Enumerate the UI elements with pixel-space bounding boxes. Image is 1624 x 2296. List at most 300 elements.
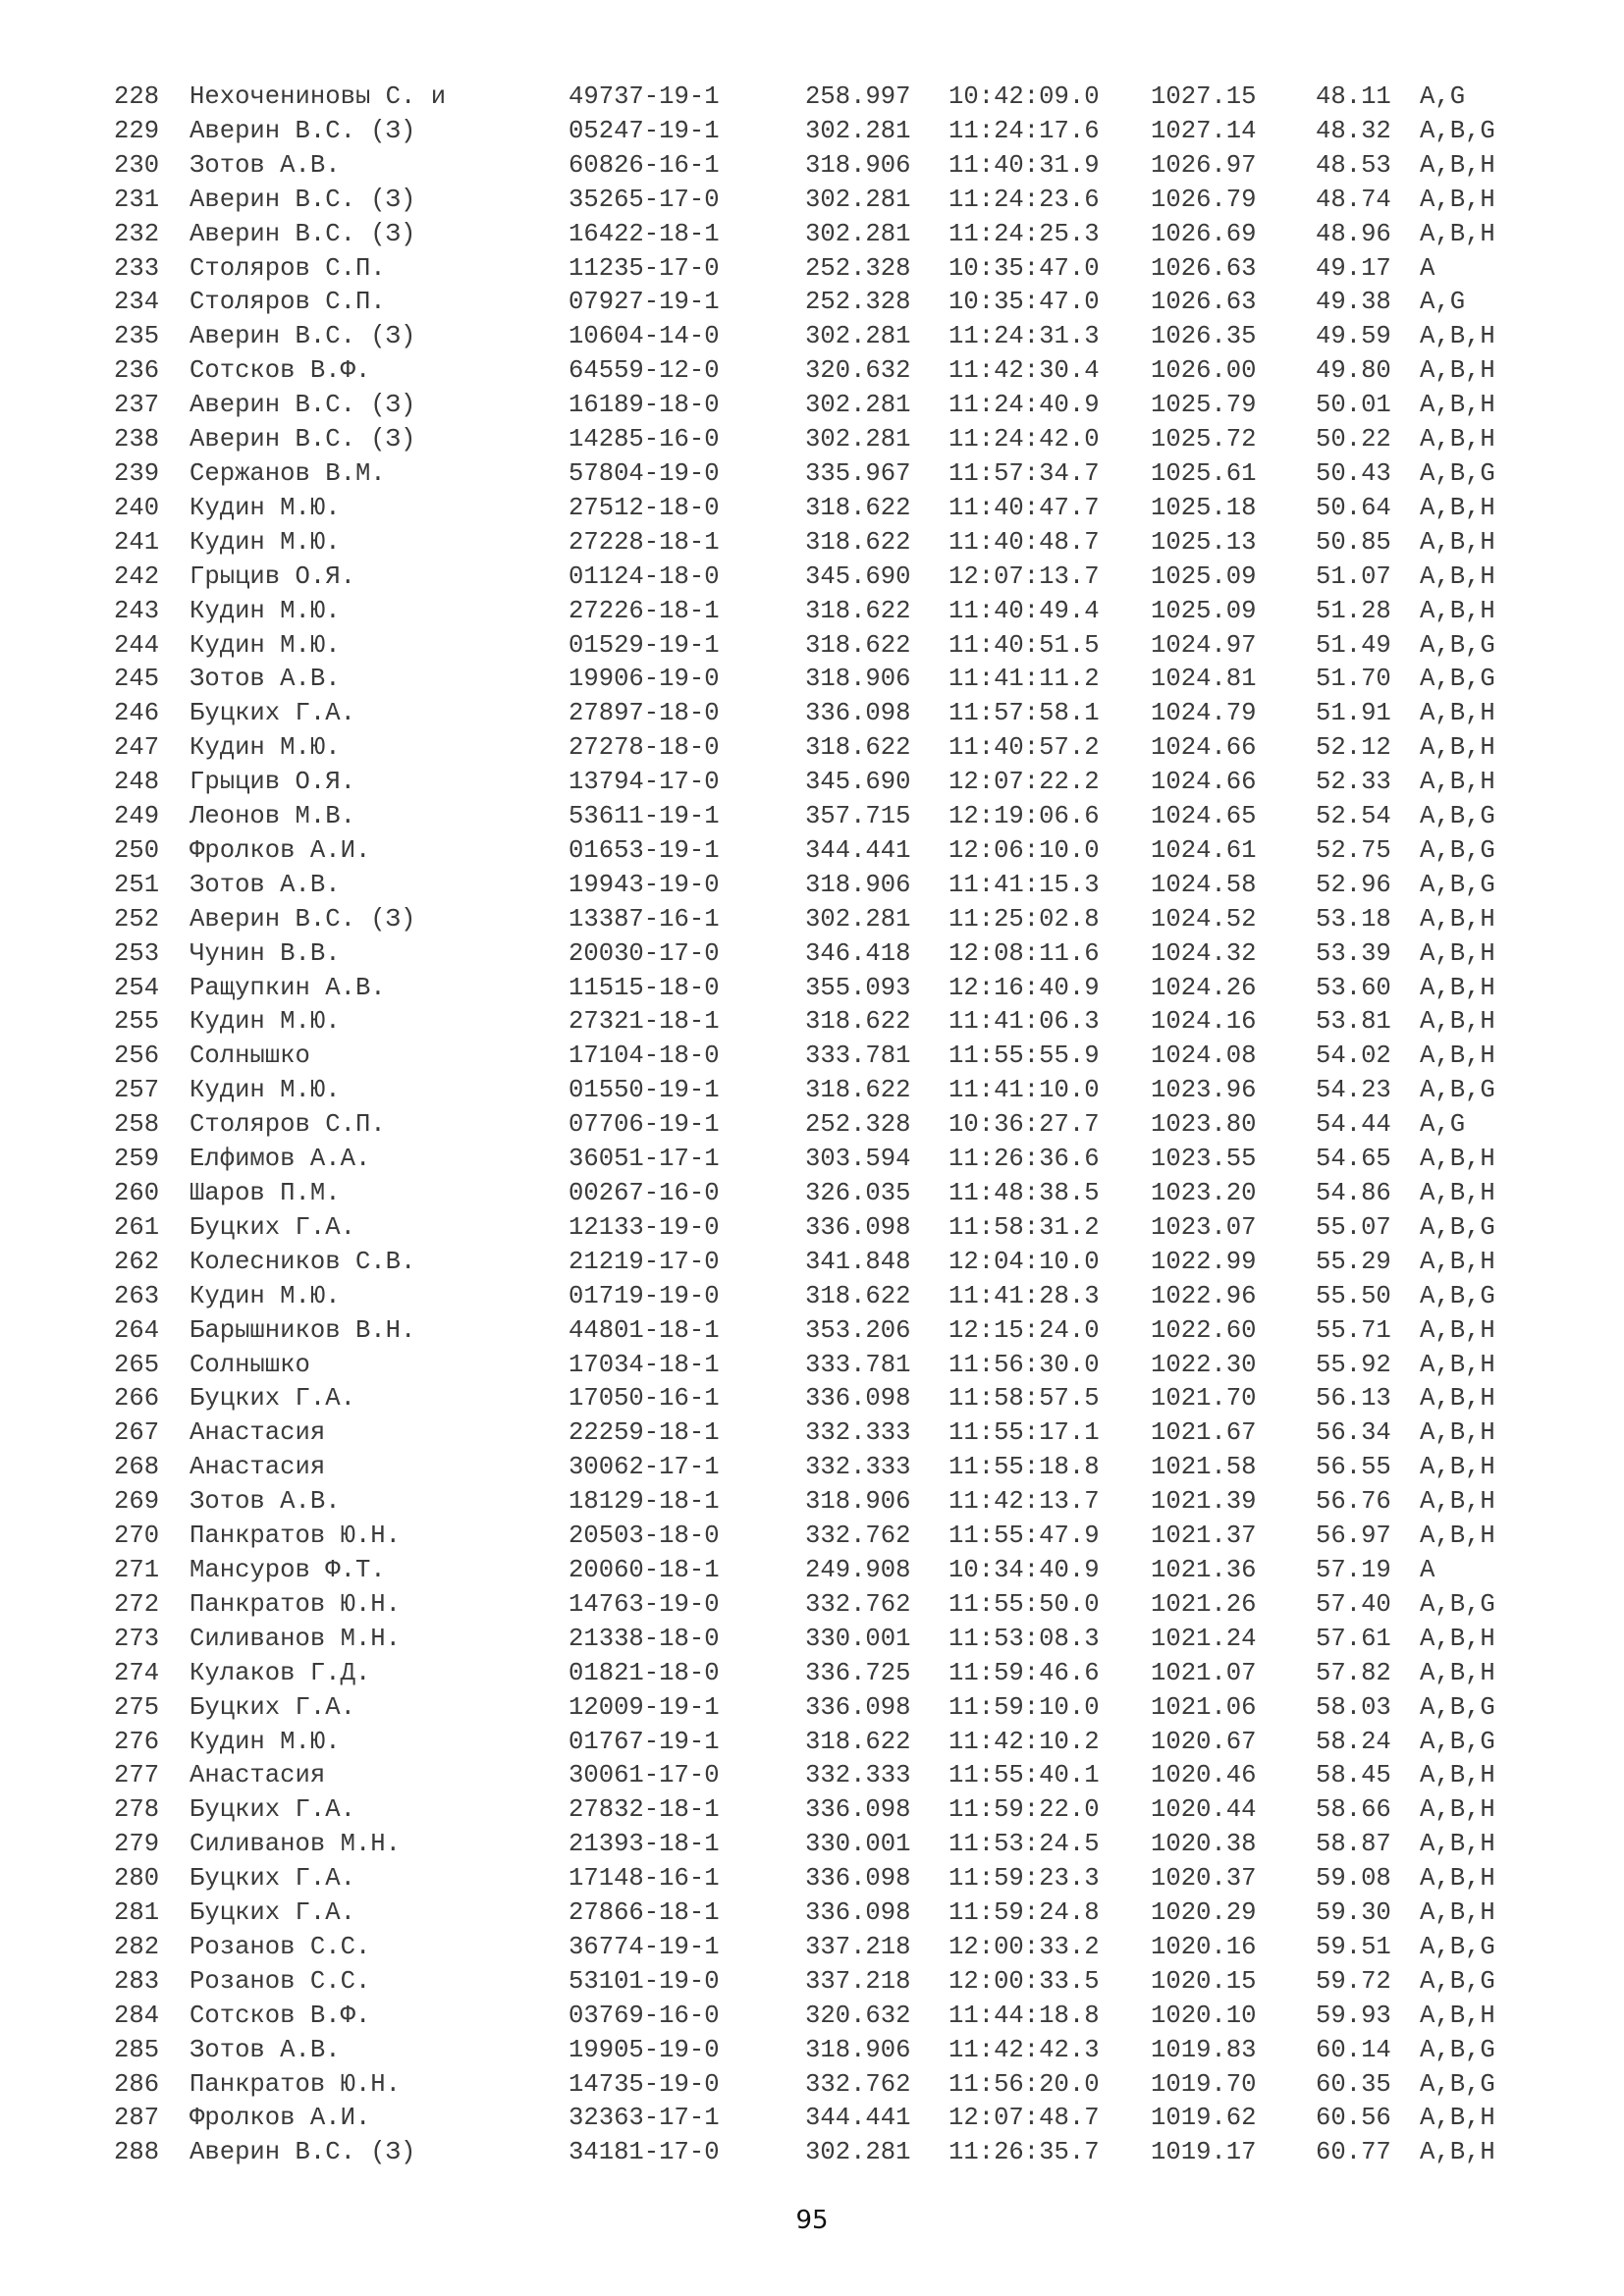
distance-value: 332.762 — [805, 1589, 911, 1619]
speed-value: 1025.09 — [1151, 561, 1257, 591]
speed-value: 1025.13 — [1151, 527, 1257, 557]
speed-value: 1020.15 — [1151, 1966, 1257, 1996]
points-value: 57.82 — [1316, 1658, 1391, 1687]
row-number: 276 — [114, 1727, 160, 1756]
participant-name: Барышников В.Н. — [189, 1315, 416, 1345]
row-number: 270 — [114, 1522, 160, 1551]
arrival-time: 11:25:02.8 — [948, 904, 1100, 934]
points-value: 53.39 — [1316, 938, 1391, 968]
row-number: 279 — [114, 1830, 160, 1859]
ring-number: 01767-19-1 — [568, 1727, 720, 1756]
categories-value: A,B,H — [1420, 1864, 1495, 1894]
participant-name: Фролков А.И. — [189, 835, 371, 865]
ring-number: 16189-18-0 — [568, 391, 720, 420]
ring-number: 14763-19-0 — [568, 1589, 720, 1619]
distance-value: 318.906 — [805, 870, 911, 899]
ring-number: 11235-17-0 — [568, 253, 720, 283]
distance-value: 333.781 — [805, 1350, 911, 1379]
participant-name: Розанов С.С. — [189, 1932, 371, 1961]
speed-value: 1026.63 — [1151, 288, 1257, 317]
speed-value: 1021.26 — [1151, 1589, 1257, 1619]
speed-value: 1023.80 — [1151, 1110, 1257, 1140]
categories-value: A,B,G — [1420, 2069, 1495, 2099]
distance-value: 332.333 — [805, 1453, 911, 1482]
row-number: 229 — [114, 116, 160, 145]
row-number: 252 — [114, 904, 160, 934]
categories-value: A,B,H — [1420, 1315, 1495, 1345]
participant-name: Кулаков Г.Д. — [189, 1658, 371, 1687]
arrival-time: 11:24:40.9 — [948, 391, 1100, 420]
speed-value: 1024.66 — [1151, 733, 1257, 763]
row-number: 282 — [114, 1932, 160, 1961]
row-number: 283 — [114, 1966, 160, 1996]
speed-value: 1022.99 — [1151, 1247, 1257, 1276]
row-number: 244 — [114, 630, 160, 660]
distance-value: 303.594 — [805, 1145, 911, 1174]
categories-value: A,B,H — [1420, 1795, 1495, 1825]
distance-value: 326.035 — [805, 1179, 911, 1207]
participant-name: Зотов А.В. — [189, 150, 341, 180]
participant-name: Солнышко — [189, 1041, 310, 1071]
ring-number: 22259-18-1 — [568, 1418, 720, 1448]
categories-value: A,B,H — [1420, 1522, 1495, 1551]
ring-number: 17034-18-1 — [568, 1350, 720, 1379]
participant-name: Столяров С.П. — [189, 253, 386, 283]
arrival-time: 11:59:46.6 — [948, 1658, 1100, 1687]
arrival-time: 11:24:31.3 — [948, 322, 1100, 351]
points-value: 51.70 — [1316, 665, 1391, 694]
ring-number: 07706-19-1 — [568, 1110, 720, 1140]
speed-value: 1025.18 — [1151, 493, 1257, 522]
participant-name: Буцких Г.А. — [189, 1692, 355, 1722]
categories-value: A — [1420, 253, 1435, 283]
speed-value: 1021.36 — [1151, 1555, 1257, 1584]
ring-number: 27512-18-0 — [568, 493, 720, 522]
distance-value: 318.622 — [805, 1076, 911, 1105]
ring-number: 20060-18-1 — [568, 1555, 720, 1584]
categories-value: A,B,H — [1420, 2104, 1495, 2133]
speed-value: 1023.07 — [1151, 1212, 1257, 1242]
arrival-time: 11:55:50.0 — [948, 1589, 1100, 1619]
distance-value: 252.328 — [805, 253, 911, 283]
points-value: 50.85 — [1316, 527, 1391, 557]
participant-name: Кудин М.Ю. — [189, 1727, 341, 1756]
participant-name: Буцких Г.А. — [189, 1212, 355, 1242]
participant-name: Нехочениновы С. и — [189, 82, 447, 111]
ring-number: 27321-18-1 — [568, 1007, 720, 1037]
speed-value: 1020.29 — [1151, 1898, 1257, 1928]
categories-value: A,B,H — [1420, 1247, 1495, 1276]
participant-name: Кудин М.Ю. — [189, 1281, 341, 1310]
points-value: 54.44 — [1316, 1110, 1391, 1140]
speed-value: 1020.10 — [1151, 2001, 1257, 2030]
arrival-time: 11:42:13.7 — [948, 1487, 1100, 1517]
distance-value: 344.441 — [805, 835, 911, 865]
participant-name: Буцких Г.А. — [189, 699, 355, 728]
points-value: 50.22 — [1316, 425, 1391, 454]
ring-number: 36774-19-1 — [568, 1932, 720, 1961]
row-number: 239 — [114, 458, 160, 488]
row-number: 281 — [114, 1898, 160, 1928]
ring-number: 27832-18-1 — [568, 1795, 720, 1825]
row-number: 240 — [114, 493, 160, 522]
ring-number: 35265-17-0 — [568, 185, 720, 214]
categories-value: A,B,H — [1420, 973, 1495, 1002]
speed-value: 1019.62 — [1151, 2104, 1257, 2133]
participant-name: Сотсков В.Ф. — [189, 2001, 371, 2030]
categories-value: A,B,H — [1420, 1761, 1495, 1790]
participant-name: Панкратов Ю.Н. — [189, 1522, 402, 1551]
arrival-time: 11:41:06.3 — [948, 1007, 1100, 1037]
participant-name: Кудин М.Ю. — [189, 1076, 341, 1105]
distance-value: 249.908 — [805, 1555, 911, 1584]
points-value: 48.96 — [1316, 219, 1391, 248]
arrival-time: 11:55:18.8 — [948, 1453, 1100, 1482]
row-number: 268 — [114, 1453, 160, 1482]
speed-value: 1026.79 — [1151, 185, 1257, 214]
participant-name: Зотов А.В. — [189, 2035, 341, 2064]
distance-value: 357.715 — [805, 802, 911, 831]
speed-value: 1024.32 — [1151, 938, 1257, 968]
points-value: 54.65 — [1316, 1145, 1391, 1174]
arrival-time: 11:24:23.6 — [948, 185, 1100, 214]
arrival-time: 11:40:51.5 — [948, 630, 1100, 660]
arrival-time: 11:48:38.5 — [948, 1179, 1100, 1207]
ring-number: 27226-18-1 — [568, 596, 720, 625]
ring-number: 64559-12-0 — [568, 356, 720, 386]
participant-name: Фролков А.И. — [189, 2104, 371, 2133]
speed-value: 1024.08 — [1151, 1041, 1257, 1071]
categories-value: A,B,H — [1420, 768, 1495, 797]
participant-name: Аверин В.С. (З) — [189, 116, 416, 145]
categories-value: A,B,H — [1420, 1007, 1495, 1037]
participant-name: Анастасия — [189, 1418, 326, 1448]
speed-value: 1026.35 — [1151, 322, 1257, 351]
speed-value: 1025.72 — [1151, 425, 1257, 454]
distance-value: 332.333 — [805, 1418, 911, 1448]
ring-number: 27228-18-1 — [568, 527, 720, 557]
row-number: 238 — [114, 425, 160, 454]
speed-value: 1024.58 — [1151, 870, 1257, 899]
row-number: 266 — [114, 1384, 160, 1414]
distance-value: 302.281 — [805, 219, 911, 248]
participant-name: Аверин В.С. (З) — [189, 185, 416, 214]
row-number: 287 — [114, 2104, 160, 2133]
row-number: 245 — [114, 665, 160, 694]
participant-name: Аверин В.С. (З) — [189, 219, 416, 248]
participant-name: Солнышко — [189, 1350, 310, 1379]
points-value: 50.43 — [1316, 458, 1391, 488]
row-number: 269 — [114, 1487, 160, 1517]
categories-value: A,B,G — [1420, 1281, 1495, 1310]
points-value: 54.02 — [1316, 1041, 1391, 1071]
participant-name: Кудин М.Ю. — [189, 733, 341, 763]
ring-number: 20503-18-0 — [568, 1522, 720, 1551]
arrival-time: 11:24:42.0 — [948, 425, 1100, 454]
points-value: 53.81 — [1316, 1007, 1391, 1037]
categories-value: A,B,H — [1420, 150, 1495, 180]
arrival-time: 11:57:34.7 — [948, 458, 1100, 488]
speed-value: 1021.37 — [1151, 1522, 1257, 1551]
categories-value: A,B,H — [1420, 425, 1495, 454]
arrival-time: 10:35:47.0 — [948, 288, 1100, 317]
participant-name: Кудин М.Ю. — [189, 493, 341, 522]
participant-name: Столяров С.П. — [189, 1110, 386, 1140]
categories-value: A,B,H — [1420, 1624, 1495, 1653]
categories-value: A,B,G — [1420, 630, 1495, 660]
row-number: 234 — [114, 288, 160, 317]
row-number: 257 — [114, 1076, 160, 1105]
categories-value: A,G — [1420, 82, 1466, 111]
distance-value: 318.906 — [805, 150, 911, 180]
ring-number: 01124-18-0 — [568, 561, 720, 591]
ring-number: 17050-16-1 — [568, 1384, 720, 1414]
ring-number: 01821-18-0 — [568, 1658, 720, 1687]
categories-value: A,B,G — [1420, 1076, 1495, 1105]
ring-number: 53101-19-0 — [568, 1966, 720, 1996]
distance-value: 344.441 — [805, 2104, 911, 2133]
participant-name: Столяров С.П. — [189, 288, 386, 317]
categories-value: A,B,H — [1420, 733, 1495, 763]
speed-value: 1026.69 — [1151, 219, 1257, 248]
points-value: 51.07 — [1316, 561, 1391, 591]
ring-number: 27278-18-0 — [568, 733, 720, 763]
ring-number: 16422-18-1 — [568, 219, 720, 248]
arrival-time: 10:42:09.0 — [948, 82, 1100, 111]
arrival-time: 11:42:42.3 — [948, 2035, 1100, 2064]
points-value: 53.60 — [1316, 973, 1391, 1002]
participant-name: Колесников С.В. — [189, 1247, 416, 1276]
speed-value: 1024.97 — [1151, 630, 1257, 660]
row-number: 265 — [114, 1350, 160, 1379]
speed-value: 1019.17 — [1151, 2138, 1257, 2167]
distance-value: 336.725 — [805, 1658, 911, 1687]
row-number: 251 — [114, 870, 160, 899]
arrival-time: 11:59:22.0 — [948, 1795, 1100, 1825]
participant-name: Ращупкин А.В. — [189, 973, 386, 1002]
categories-value: A,B,H — [1420, 1179, 1495, 1207]
ring-number: 49737-19-1 — [568, 82, 720, 111]
participant-name: Аверин В.С. (З) — [189, 904, 416, 934]
points-value: 60.56 — [1316, 2104, 1391, 2133]
points-value: 48.11 — [1316, 82, 1391, 111]
row-number: 271 — [114, 1555, 160, 1584]
points-value: 49.80 — [1316, 356, 1391, 386]
speed-value: 1021.24 — [1151, 1624, 1257, 1653]
speed-value: 1021.39 — [1151, 1487, 1257, 1517]
points-value: 58.66 — [1316, 1795, 1391, 1825]
ring-number: 17148-16-1 — [568, 1864, 720, 1894]
arrival-time: 12:16:40.9 — [948, 973, 1100, 1002]
speed-value: 1025.79 — [1151, 391, 1257, 420]
arrival-time: 11:55:17.1 — [948, 1418, 1100, 1448]
categories-value: A,B,G — [1420, 802, 1495, 831]
categories-value: A,B,H — [1420, 356, 1495, 386]
categories-value: A — [1420, 1555, 1435, 1584]
speed-value: 1022.60 — [1151, 1315, 1257, 1345]
ring-number: 27866-18-1 — [568, 1898, 720, 1928]
ring-number: 14285-16-0 — [568, 425, 720, 454]
points-value: 55.92 — [1316, 1350, 1391, 1379]
categories-value: A,B,H — [1420, 527, 1495, 557]
speed-value: 1022.30 — [1151, 1350, 1257, 1379]
arrival-time: 11:58:57.5 — [948, 1384, 1100, 1414]
distance-value: 336.098 — [805, 1384, 911, 1414]
speed-value: 1022.96 — [1151, 1281, 1257, 1310]
row-number: 253 — [114, 938, 160, 968]
points-value: 48.53 — [1316, 150, 1391, 180]
points-value: 56.55 — [1316, 1453, 1391, 1482]
speed-value: 1026.63 — [1151, 253, 1257, 283]
distance-value: 302.281 — [805, 2138, 911, 2167]
arrival-time: 11:40:49.4 — [948, 596, 1100, 625]
row-number: 263 — [114, 1281, 160, 1310]
speed-value: 1020.16 — [1151, 1932, 1257, 1961]
arrival-time: 11:40:48.7 — [948, 527, 1100, 557]
points-value: 60.14 — [1316, 2035, 1391, 2064]
arrival-time: 10:34:40.9 — [948, 1555, 1100, 1584]
distance-value: 320.632 — [805, 2001, 911, 2030]
arrival-time: 12:07:22.2 — [948, 768, 1100, 797]
participant-name: Зотов А.В. — [189, 665, 341, 694]
points-value: 49.38 — [1316, 288, 1391, 317]
distance-value: 318.622 — [805, 527, 911, 557]
points-value: 57.19 — [1316, 1555, 1391, 1584]
categories-value: A,B,H — [1420, 1418, 1495, 1448]
points-value: 54.23 — [1316, 1076, 1391, 1105]
arrival-time: 11:57:58.1 — [948, 699, 1100, 728]
distance-value: 335.967 — [805, 458, 911, 488]
arrival-time: 12:19:06.6 — [948, 802, 1100, 831]
points-value: 52.33 — [1316, 768, 1391, 797]
participant-name: Анастасия — [189, 1761, 326, 1790]
distance-value: 318.622 — [805, 630, 911, 660]
participant-name: Аверин В.С. (З) — [189, 425, 416, 454]
row-number: 249 — [114, 802, 160, 831]
distance-value: 318.622 — [805, 1727, 911, 1756]
row-number: 267 — [114, 1418, 160, 1448]
ring-number: 00267-16-0 — [568, 1179, 720, 1207]
speed-value: 1020.67 — [1151, 1727, 1257, 1756]
speed-value: 1020.38 — [1151, 1830, 1257, 1859]
speed-value: 1021.07 — [1151, 1658, 1257, 1687]
categories-value: A,B,H — [1420, 493, 1495, 522]
points-value: 58.87 — [1316, 1830, 1391, 1859]
ring-number: 60826-16-1 — [568, 150, 720, 180]
participant-name: Кудин М.Ю. — [189, 527, 341, 557]
points-value: 49.59 — [1316, 322, 1391, 351]
categories-value: A,B,G — [1420, 2035, 1495, 2064]
distance-value: 302.281 — [805, 425, 911, 454]
categories-value: A,B,G — [1420, 1932, 1495, 1961]
ring-number: 01653-19-1 — [568, 835, 720, 865]
participant-name: Силиванов М.Н. — [189, 1830, 402, 1859]
arrival-time: 11:59:24.8 — [948, 1898, 1100, 1928]
arrival-time: 11:53:08.3 — [948, 1624, 1100, 1653]
participant-name: Чунин В.В. — [189, 938, 341, 968]
participant-name: Сержанов В.М. — [189, 458, 386, 488]
arrival-time: 10:36:27.7 — [948, 1110, 1100, 1140]
page-number: 95 — [795, 2206, 829, 2235]
participant-name: Мансуров Ф.Т. — [189, 1555, 386, 1584]
points-value: 55.07 — [1316, 1212, 1391, 1242]
points-value: 55.71 — [1316, 1315, 1391, 1345]
row-number: 272 — [114, 1589, 160, 1619]
ring-number: 11515-18-0 — [568, 973, 720, 1002]
distance-value: 336.098 — [805, 1692, 911, 1722]
arrival-time: 12:06:10.0 — [948, 835, 1100, 865]
ring-number: 14735-19-0 — [568, 2069, 720, 2099]
participant-name: Аверин В.С. (З) — [189, 391, 416, 420]
ring-number: 18129-18-1 — [568, 1487, 720, 1517]
speed-value: 1026.97 — [1151, 150, 1257, 180]
points-value: 56.34 — [1316, 1418, 1391, 1448]
row-number: 286 — [114, 2069, 160, 2099]
distance-value: 337.218 — [805, 1966, 911, 1996]
ring-number: 07927-19-1 — [568, 288, 720, 317]
ring-number: 10604-14-0 — [568, 322, 720, 351]
points-value: 52.54 — [1316, 802, 1391, 831]
distance-value: 336.098 — [805, 699, 911, 728]
row-number: 237 — [114, 391, 160, 420]
arrival-time: 12:07:13.7 — [948, 561, 1100, 591]
categories-value: A,B,H — [1420, 185, 1495, 214]
arrival-time: 11:56:30.0 — [948, 1350, 1100, 1379]
distance-value: 252.328 — [805, 288, 911, 317]
arrival-time: 12:15:24.0 — [948, 1315, 1100, 1345]
categories-value: A,B,H — [1420, 1487, 1495, 1517]
participant-name: Панкратов Ю.Н. — [189, 1589, 402, 1619]
categories-value: A,B,H — [1420, 1041, 1495, 1071]
distance-value: 320.632 — [805, 356, 911, 386]
participant-name: Леонов М.В. — [189, 802, 355, 831]
arrival-time: 11:55:55.9 — [948, 1041, 1100, 1071]
categories-value: A,B,H — [1420, 938, 1495, 968]
ring-number: 21219-17-0 — [568, 1247, 720, 1276]
participant-name: Буцких Г.А. — [189, 1384, 355, 1414]
participant-name: Зотов А.В. — [189, 1487, 341, 1517]
arrival-time: 11:41:15.3 — [948, 870, 1100, 899]
ring-number: 01719-19-0 — [568, 1281, 720, 1310]
ring-number: 13387-16-1 — [568, 904, 720, 934]
row-number: 277 — [114, 1761, 160, 1790]
categories-value: A,B,G — [1420, 1692, 1495, 1722]
categories-value: A,B,G — [1420, 835, 1495, 865]
arrival-time: 11:41:11.2 — [948, 665, 1100, 694]
points-value: 57.40 — [1316, 1589, 1391, 1619]
points-value: 59.93 — [1316, 2001, 1391, 2030]
speed-value: 1023.55 — [1151, 1145, 1257, 1174]
arrival-time: 12:04:10.0 — [948, 1247, 1100, 1276]
speed-value: 1024.52 — [1151, 904, 1257, 934]
speed-value: 1020.44 — [1151, 1795, 1257, 1825]
points-value: 51.49 — [1316, 630, 1391, 660]
speed-value: 1024.65 — [1151, 802, 1257, 831]
arrival-time: 11:24:17.6 — [948, 116, 1100, 145]
ring-number: 05247-19-1 — [568, 116, 720, 145]
speed-value: 1027.15 — [1151, 82, 1257, 111]
categories-value: A,B,H — [1420, 561, 1495, 591]
points-value: 52.96 — [1316, 870, 1391, 899]
distance-value: 332.333 — [805, 1761, 911, 1790]
ring-number: 19905-19-0 — [568, 2035, 720, 2064]
speed-value: 1024.26 — [1151, 973, 1257, 1002]
distance-value: 318.622 — [805, 493, 911, 522]
participant-name: Зотов А.В. — [189, 870, 341, 899]
points-value: 57.61 — [1316, 1624, 1391, 1653]
arrival-time: 10:35:47.0 — [948, 253, 1100, 283]
speed-value: 1024.16 — [1151, 1007, 1257, 1037]
